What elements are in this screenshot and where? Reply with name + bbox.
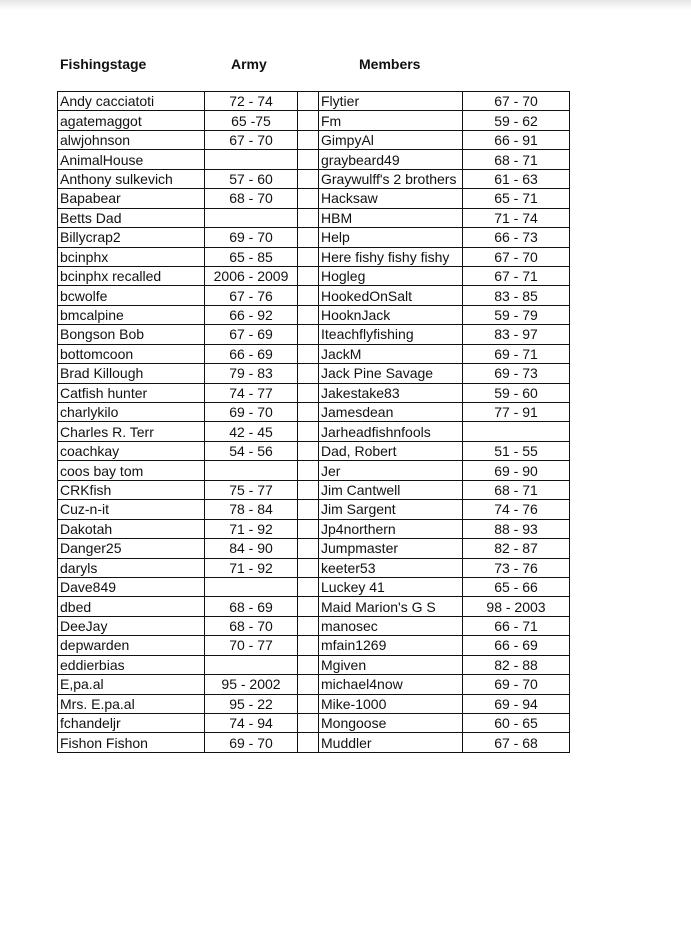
table-row (58, 111, 570, 130)
cell-name-left: bottomcoon (58, 344, 205, 363)
cell-spacer (298, 305, 319, 324)
cell-army-right: 59 - 60 (463, 383, 570, 402)
cell-army-right: 67 - 71 (463, 266, 570, 285)
cell-name-left: Billycrap2 (58, 228, 205, 247)
cell-army-right: 66 - 71 (463, 616, 570, 635)
cell-army-left (205, 150, 298, 169)
cell-name-right: Hogleg (319, 266, 463, 285)
cell-army-left: 68 - 70 (205, 616, 298, 635)
cell-spacer (298, 461, 319, 480)
cell-army-left: 69 - 70 (205, 403, 298, 422)
table-row (58, 441, 570, 460)
cell-name-right: Flytier (319, 92, 463, 111)
cell-spacer (298, 325, 319, 344)
cell-name-right: Luckey 41 (319, 577, 463, 596)
table-row (58, 733, 570, 752)
cell-army-left: 42 - 45 (205, 422, 298, 441)
cell-name-left: Brad Killough (58, 364, 205, 383)
cell-army-right: 66 - 73 (463, 228, 570, 247)
cell-army-right: 69 - 70 (463, 675, 570, 694)
cell-army-left: 84 - 90 (205, 539, 298, 558)
cell-spacer (298, 558, 319, 577)
cell-name-left: Andy cacciatoti (58, 92, 205, 111)
table-row (58, 305, 570, 324)
cell-army-right: 77 - 91 (463, 403, 570, 422)
cell-army-left: 95 - 22 (205, 694, 298, 713)
cell-army-left: 65 - 85 (205, 247, 298, 266)
table-row (58, 208, 570, 227)
cell-army-left: 69 - 70 (205, 733, 298, 752)
cell-spacer (298, 150, 319, 169)
cell-name-left: charlykilo (58, 403, 205, 422)
cell-army-right: 69 - 73 (463, 364, 570, 383)
cell-spacer (298, 539, 319, 558)
cell-army-right: 98 - 2003 (463, 597, 570, 616)
table-row (58, 403, 570, 422)
cell-army-right: 74 - 76 (463, 500, 570, 519)
cell-army-left: 71 - 92 (205, 519, 298, 538)
cell-name-left: Cuz-n-it (58, 500, 205, 519)
cell-army-left: 54 - 56 (205, 441, 298, 460)
cell-spacer (298, 228, 319, 247)
cell-name-right: Jack Pine Savage (319, 364, 463, 383)
cell-army-left: 69 - 70 (205, 228, 298, 247)
cell-army-right: 69 - 71 (463, 344, 570, 363)
cell-army-left: 68 - 69 (205, 597, 298, 616)
cell-army-left: 78 - 84 (205, 500, 298, 519)
cell-army-right: 66 - 91 (463, 130, 570, 149)
cell-name-right: Mongoose (319, 714, 463, 733)
cell-army-right: 82 - 87 (463, 539, 570, 558)
cell-name-right: Jim Sargent (319, 500, 463, 519)
cell-name-left: depwarden (58, 636, 205, 655)
cell-army-right: 51 - 55 (463, 441, 570, 460)
table-row (58, 519, 570, 538)
cell-spacer (298, 441, 319, 460)
cell-name-left: bcwolfe (58, 286, 205, 305)
cell-name-right: keeter53 (319, 558, 463, 577)
cell-army-left: 67 - 70 (205, 130, 298, 149)
cell-name-right: Fm (319, 111, 463, 130)
cell-name-right: Jumpmaster (319, 539, 463, 558)
cell-name-left: Fishon Fishon (58, 733, 205, 752)
cell-name-left: Anthony sulkevich (58, 169, 205, 188)
cell-army-left: 72 - 74 (205, 92, 298, 111)
cell-spacer (298, 266, 319, 285)
cell-spacer (298, 92, 319, 111)
table-row (58, 364, 570, 383)
cell-army-left: 65 -75 (205, 111, 298, 130)
cell-spacer (298, 616, 319, 635)
cell-army-right: 73 - 76 (463, 558, 570, 577)
table-row (58, 92, 570, 111)
header-members: Members (359, 56, 421, 72)
cell-name-right: Mike-1000 (319, 694, 463, 713)
cell-spacer (298, 714, 319, 733)
cell-name-left: Dave849 (58, 577, 205, 596)
cell-army-left (205, 577, 298, 596)
cell-army-left: 79 - 83 (205, 364, 298, 383)
table-row (58, 130, 570, 149)
table-row (58, 150, 570, 169)
cell-name-left: DeeJay (58, 616, 205, 635)
cell-army-right: 68 - 71 (463, 480, 570, 499)
cell-spacer (298, 519, 319, 538)
cell-spacer (298, 383, 319, 402)
cell-army-left: 68 - 70 (205, 189, 298, 208)
cell-spacer (298, 577, 319, 596)
cell-spacer (298, 636, 319, 655)
cell-spacer (298, 422, 319, 441)
cell-name-right: Jamesdean (319, 403, 463, 422)
cell-name-right: Help (319, 228, 463, 247)
cell-name-right: Jarheadfishnfools (319, 422, 463, 441)
table-row (58, 325, 570, 344)
cell-army-left: 71 - 92 (205, 558, 298, 577)
cell-army-right: 82 - 88 (463, 655, 570, 674)
cell-army-right: 68 - 71 (463, 150, 570, 169)
cell-army-left: 75 - 77 (205, 480, 298, 499)
table-row (58, 597, 570, 616)
cell-name-left: fchandeljr (58, 714, 205, 733)
cell-name-left: Bongson Bob (58, 325, 205, 344)
cell-name-right: Mgiven (319, 655, 463, 674)
cell-army-right: 59 - 79 (463, 305, 570, 324)
table-row (58, 539, 570, 558)
cell-spacer (298, 364, 319, 383)
cell-army-right: 69 - 94 (463, 694, 570, 713)
cell-army-right: 66 - 69 (463, 636, 570, 655)
cell-name-right: graybeard49 (319, 150, 463, 169)
cell-army-left (205, 655, 298, 674)
cell-name-left: Catfish hunter (58, 383, 205, 402)
cell-spacer (298, 208, 319, 227)
cell-army-right: 83 - 85 (463, 286, 570, 305)
table-row (58, 383, 570, 402)
cell-name-right: HookedOnSalt (319, 286, 463, 305)
table-row (58, 558, 570, 577)
cell-army-right: 67 - 70 (463, 92, 570, 111)
cell-army-left (205, 208, 298, 227)
cell-name-left: Danger25 (58, 539, 205, 558)
table-row (58, 266, 570, 285)
members-table-body (58, 92, 570, 753)
cell-name-left: Bapabear (58, 189, 205, 208)
cell-spacer (298, 500, 319, 519)
cell-army-right: 67 - 70 (463, 247, 570, 266)
cell-name-right: HooknJack (319, 305, 463, 324)
cell-spacer (298, 130, 319, 149)
cell-army-left: 66 - 69 (205, 344, 298, 363)
cell-army-left: 2006 - 2009 (205, 266, 298, 285)
table-row (58, 461, 570, 480)
cell-name-left: bcinphx recalled (58, 266, 205, 285)
cell-name-right: Graywulff's 2 brothers (319, 169, 463, 188)
cell-spacer (298, 694, 319, 713)
cell-name-right: Muddler (319, 733, 463, 752)
cell-army-right: 69 - 90 (463, 461, 570, 480)
table-row (58, 675, 570, 694)
cell-spacer (298, 189, 319, 208)
cell-army-left: 70 - 77 (205, 636, 298, 655)
cell-name-right: manosec (319, 616, 463, 635)
table-row (58, 480, 570, 499)
table-row (58, 344, 570, 363)
cell-name-left: alwjohnson (58, 130, 205, 149)
cell-name-right: GimpyAl (319, 130, 463, 149)
cell-army-left: 95 - 2002 (205, 675, 298, 694)
cell-army-right: 65 - 66 (463, 577, 570, 596)
cell-spacer (298, 111, 319, 130)
table-row (58, 500, 570, 519)
cell-spacer (298, 597, 319, 616)
table-row (58, 422, 570, 441)
cell-army-left: 67 - 76 (205, 286, 298, 305)
cell-spacer (298, 344, 319, 363)
members-table (57, 91, 570, 753)
cell-name-right: Iteachflyfishing (319, 325, 463, 344)
cell-spacer (298, 286, 319, 305)
cell-name-left: Mrs. E.pa.al (58, 694, 205, 713)
cell-spacer (298, 733, 319, 752)
cell-name-right: Hacksaw (319, 189, 463, 208)
cell-name-right: JackM (319, 344, 463, 363)
cell-name-right: Maid Marion's G S (319, 597, 463, 616)
cell-army-right: 60 - 65 (463, 714, 570, 733)
cell-army-left: 74 - 77 (205, 383, 298, 402)
table-row (58, 616, 570, 635)
cell-name-left: CRKfish (58, 480, 205, 499)
cell-army-right: 67 - 68 (463, 733, 570, 752)
header-fishingstage: Fishingstage (60, 56, 147, 72)
cell-name-left: coos bay tom (58, 461, 205, 480)
cell-army-right (463, 422, 570, 441)
table-row (58, 714, 570, 733)
cell-army-right: 65 - 71 (463, 189, 570, 208)
cell-name-left: coachkay (58, 441, 205, 460)
cell-army-right: 59 - 62 (463, 111, 570, 130)
cell-army-right: 61 - 63 (463, 169, 570, 188)
cell-name-right: Here fishy fishy fishy (319, 247, 463, 266)
cell-name-left: bcinphx (58, 247, 205, 266)
cell-army-left (205, 461, 298, 480)
cell-army-right: 83 - 97 (463, 325, 570, 344)
cell-name-left: dbed (58, 597, 205, 616)
table-row (58, 694, 570, 713)
cell-name-left: agatemaggot (58, 111, 205, 130)
cell-army-left: 57 - 60 (205, 169, 298, 188)
cell-name-left: AnimalHouse (58, 150, 205, 169)
cell-name-right: mfain1269 (319, 636, 463, 655)
cell-name-right: Dad, Robert (319, 441, 463, 460)
cell-spacer (298, 480, 319, 499)
table-row (58, 228, 570, 247)
cell-name-left: Betts Dad (58, 208, 205, 227)
cell-spacer (298, 655, 319, 674)
table-row (58, 286, 570, 305)
scan-shadow (0, 0, 691, 10)
header-army: Army (231, 56, 267, 72)
cell-spacer (298, 247, 319, 266)
cell-name-left: eddierbias (58, 655, 205, 674)
cell-name-left: daryls (58, 558, 205, 577)
table-row (58, 577, 570, 596)
cell-name-right: HBM (319, 208, 463, 227)
cell-army-left: 74 - 94 (205, 714, 298, 733)
cell-spacer (298, 675, 319, 694)
table-row (58, 247, 570, 266)
table-row (58, 636, 570, 655)
cell-name-right: Jer (319, 461, 463, 480)
cell-army-left: 66 - 92 (205, 305, 298, 324)
cell-name-left: E,pa.al (58, 675, 205, 694)
cell-name-right: michael4now (319, 675, 463, 694)
cell-name-right: Jim Cantwell (319, 480, 463, 499)
cell-army-left: 67 - 69 (205, 325, 298, 344)
cell-spacer (298, 169, 319, 188)
cell-spacer (298, 403, 319, 422)
table-row (58, 655, 570, 674)
cell-name-right: Jp4northern (319, 519, 463, 538)
cell-army-right: 88 - 93 (463, 519, 570, 538)
cell-name-left: Charles R. Terr (58, 422, 205, 441)
table-row (58, 169, 570, 188)
table-row (58, 189, 570, 208)
cell-name-right: Jakestake83 (319, 383, 463, 402)
cell-name-left: bmcalpine (58, 305, 205, 324)
cell-name-left: Dakotah (58, 519, 205, 538)
cell-army-right: 71 - 74 (463, 208, 570, 227)
